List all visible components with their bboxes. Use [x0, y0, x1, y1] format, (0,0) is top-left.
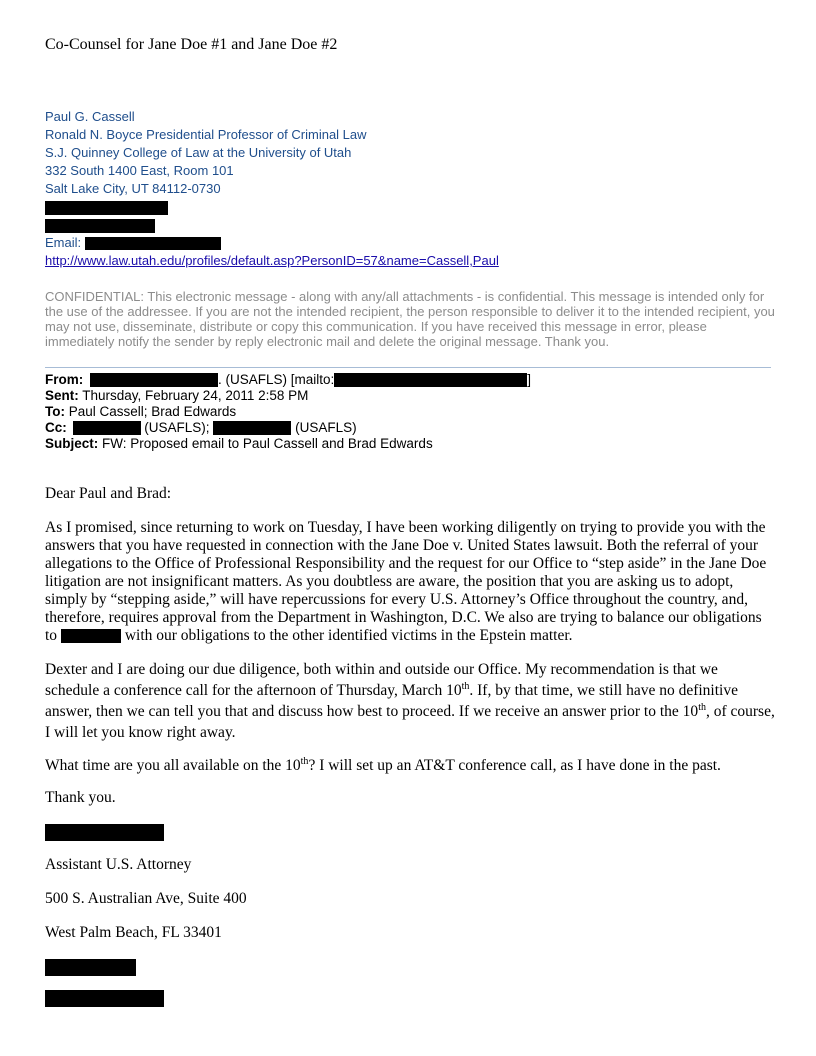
redaction-box: [45, 824, 164, 841]
divider: [45, 367, 771, 368]
signature-block: [45, 108, 499, 270]
from-line: [45, 372, 531, 388]
sent-label: Sent:: [45, 388, 79, 403]
to-line: [45, 404, 531, 420]
to-label: To:: [45, 404, 65, 419]
redaction-box: [73, 421, 141, 435]
document-heading: Co-Counsel for Jane Doe #1 and Jane Doe #2: [45, 36, 338, 53]
subject-label: Subject:: [45, 436, 99, 451]
subject-value: FW: Proposed email to Paul Cassell and Brad Edwards: [102, 436, 433, 451]
to-value: Paul Cassell; Brad Edwards: [68, 404, 237, 419]
redaction-box: [85, 237, 221, 250]
cc-label: Cc:: [45, 420, 67, 435]
signer-contact-line: [45, 989, 775, 1006]
paragraph-3-text-b: ? I will set up an AT&T conference call, as I have done in the past.: [308, 757, 721, 774]
ordinal-suffix: th: [461, 680, 470, 692]
paragraph-2-text-b: . If, by that time, we still have no definitive answer, then we can tell you that and discuss how best to proceed. If we receive an answer prior to the 10: [45, 682, 738, 720]
signer-city: West Palm Beach, FL 33401: [45, 924, 222, 941]
signature-name: Paul G. Cassell: [45, 109, 135, 124]
email-body: [45, 485, 775, 1020]
ordinal-suffix: th: [698, 701, 706, 713]
from-label: From:: [45, 372, 84, 387]
cc-part1: (USAFLS);: [144, 420, 210, 435]
subject-line: [45, 436, 531, 452]
signature-address-line2: Salt Lake City, UT 84112-0730: [45, 181, 221, 196]
paragraph-2-text-a: Dexter and I are doing our due diligence, both within and outside our Office. My recommendation is that we schedule a conference call for the afternoon of Thursday, March 10: [45, 661, 718, 699]
redaction-box: [45, 990, 164, 1007]
email-header: [45, 372, 531, 452]
redaction-box: [90, 373, 218, 387]
redaction-box: [61, 629, 121, 643]
from-end: ]: [527, 372, 532, 387]
confidentiality-notice: CONFIDENTIAL: This electronic message - along with any/all attachments - is confidential. This message is intended only for the use of the addressee. If you are not the intended recipient, the person responsible to deliver it to the intended recipient, you may not use, disseminate, distribute or copy this communication. If you have received this message in error, please immediately notify the sender by reply electronic mail and delete the original message. Thank you.: [45, 289, 775, 349]
paragraph-2: [45, 659, 775, 743]
paragraph-3-text-a: What time are you all available on the 10: [45, 757, 301, 774]
cc-part2: (USAFLS): [295, 420, 357, 435]
paragraph-2-text-c: , of course, I will let you know right away.: [45, 703, 775, 741]
signer-title: Assistant U.S. Attorney: [45, 856, 192, 873]
paragraph-1-text-b: with our obligations to the other identified victims in the Epstein matter.: [124, 627, 573, 644]
signature-title: Ronald N. Boyce Presidential Professor of Criminal Law: [45, 127, 367, 142]
redaction-box: [334, 373, 527, 387]
closing-thanks: Thank you.: [45, 789, 116, 806]
redaction-box: [213, 421, 291, 435]
paragraph-3: [45, 757, 775, 775]
signer-contact-line: [45, 958, 775, 975]
email-label: Email:: [45, 235, 82, 250]
from-suffix: . (USAFLS) [mailto:: [218, 372, 335, 387]
sent-line: [45, 388, 531, 404]
signer-name-line: [45, 823, 775, 840]
redaction-box: [45, 201, 168, 215]
signature-school: S.J. Quinney College of Law at the University of Utah: [45, 145, 352, 160]
signature-address-line1: 332 South 1400 East, Room 101: [45, 163, 234, 178]
sent-value: Thursday, February 24, 2011 2:58 PM: [82, 388, 309, 403]
ordinal-suffix: th: [300, 755, 309, 767]
redaction-box: [45, 959, 136, 976]
redaction-box: [45, 219, 155, 233]
profile-link[interactable]: http://www.law.utah.edu/profiles/default.asp?PersonID=57&name=Cassell,Paul: [45, 253, 499, 268]
paragraph-1-text-a: As I promised, since returning to work on Tuesday, I have been working diligently on trying to provide you with the answers that you have requested in connection with the Jane Doe v. United States lawsuit. Both the referral of your allegations to the Office of Professional Responsibility and the request for our Office to “step aside” in the Jane Doe litigation are not insignificant matters. As you doubtless are aware, the position that you are asking us to adopt, simply by “stepping aside,” will have repercussions for every U.S. Attorney’s Office throughout the country, and, therefore, requires approval from the Department in Washington, D.C. We also are trying to balance our obligations to: [45, 519, 767, 644]
cc-line: [45, 420, 531, 436]
signer-address: 500 S. Australian Ave, Suite 400: [45, 890, 247, 907]
paragraph-1: [45, 519, 775, 645]
greeting: Dear Paul and Brad:: [45, 485, 172, 502]
